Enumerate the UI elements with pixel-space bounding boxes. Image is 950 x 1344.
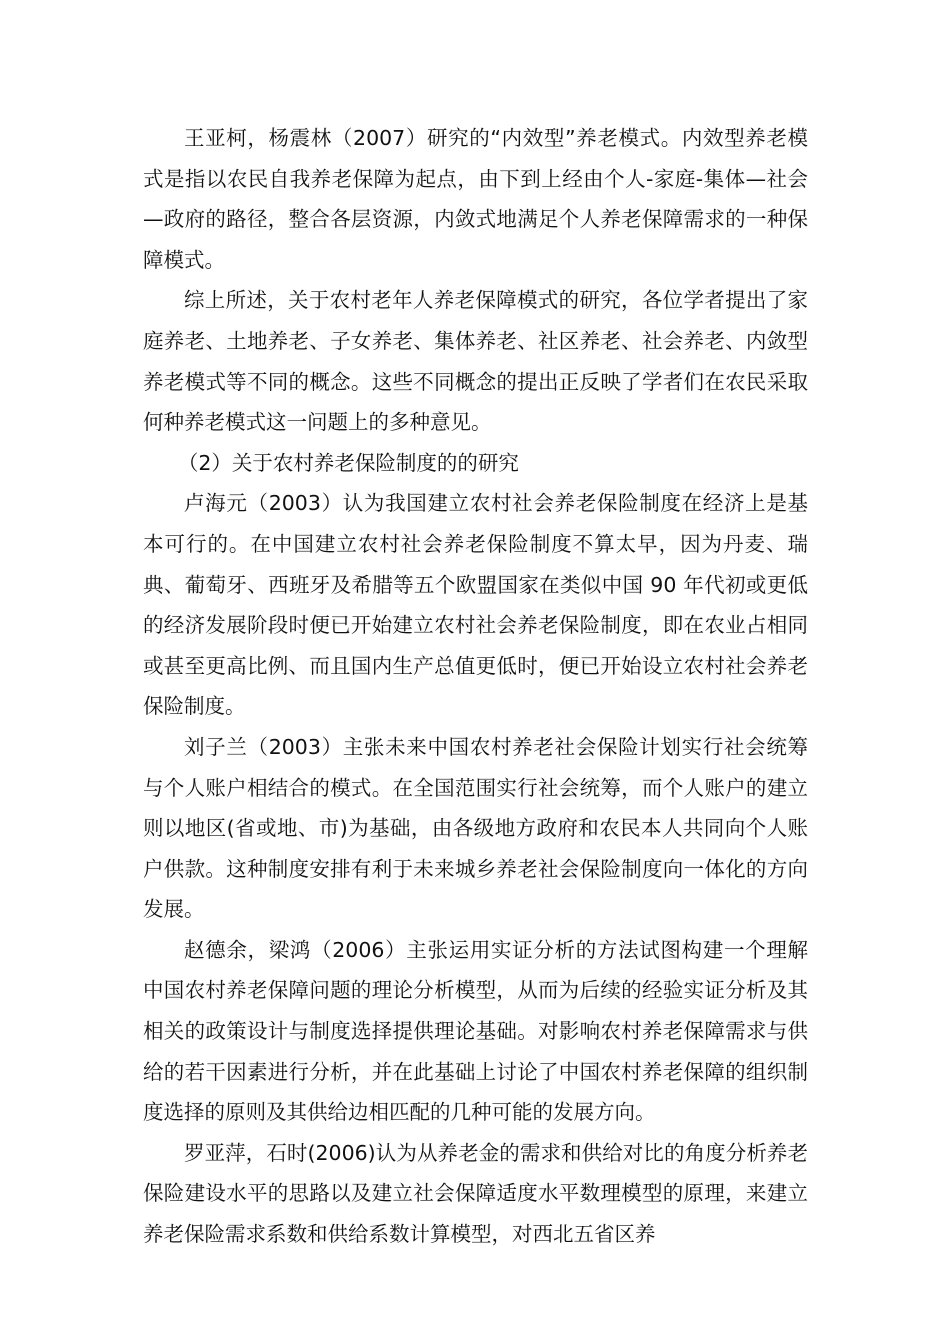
paragraph-zhao-deyu: 赵德余，梁鸿（2006）主张运用实证分析的方法试图构建一个理解中国农村养老保障问题的理论分析模型，从而为后续的经验实证分析及其相关的政策设计与制度选择提供理论基础。对影响农村养老保障需求与供给的若干因素进行分析，并在此基础上讨论了中国农村养老保障的组织制度选择的原则及其供给边相匹配的几种可能的发展方向。 [143,937,808,1125]
document-body [143,118,808,1255]
paragraph-summary: 综上所述，关于农村老年人养老保障模式的研究，各位学者提出了家庭养老、土地养老、子女养老、集体养老、社区养老、社会养老、内敛型养老模式等不同的概念。这些不同概念的提出正反映了学者们在农民采取何种养老模式这一问题上的多种意见。 [143,288,808,435]
paragraph-neixiao-model: 王亚柯，杨震林（2007）研究的“内效型”养老模式。内效型养老模式是指以农民自我养老保障为起点，由下到上经由个人-家庭-集体—社会—政府的路径，整合各层资源，内敛式地满足个人养老保障需求的一种保障模式。 [143,126,808,272]
paragraph-lu-haiyuan: 卢海元（2003）认为我国建立农村社会养老保险制度在经济上是基本可行的。在中国建立农村社会养老保险制度不算太早，因为丹麦、瑞典、葡萄牙、西班牙及希腊等五个欧盟国家在类似中国 90 年代初或更低的经济发展阶段时便已开始建立农村社会养老保险制度，即在农业占相同或甚至更高比例、而且国内生产总值更低时，便已开始设立农村社会养老保险制度。 [143,491,808,719]
paragraph-liu-zilan: 刘子兰（2003）主张未来中国农村养老社会保险计划实行社会统筹与个人账户相结合的模式。在全国范围实行社会统筹，而个人账户的建立则以地区(省或地、市)为基础，由各级地方政府和农民本人共同向个人账户供款。这种制度安排有利于未来城乡养老社会保险制度向一体化的方向发展。 [143,734,808,922]
section-heading-rural-pension-insurance: （2）关于农村养老保险制度的的研究 [177,450,519,475]
paragraph-luo-yaping: 罗亚萍，石时(2006)认为从养老金的需求和供给对比的角度分析养老保险建设水平的思路以及建立社会保障适度水平数理模型的原理，来建立养老保险需求系数和供给系数计算模型，对西北五省区养 [143,1140,808,1247]
